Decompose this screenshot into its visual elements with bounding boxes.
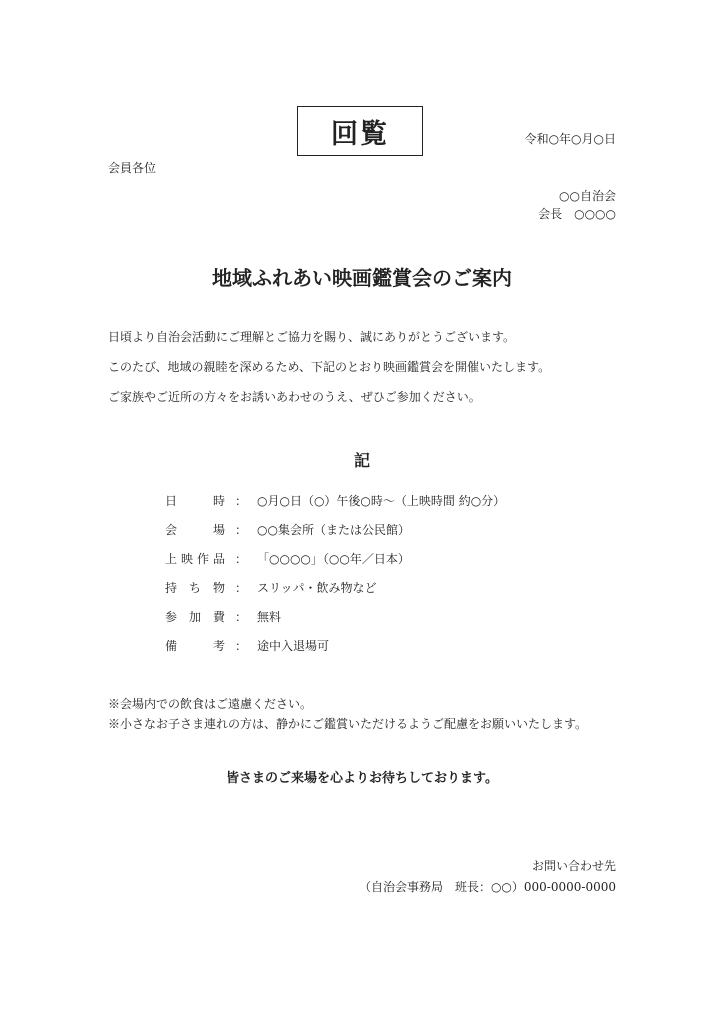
- recipient: 会員各位: [108, 161, 157, 175]
- document-title: 地域ふれあい映画鑑賞会のご案内: [212, 266, 512, 290]
- sender-person: 会長 ○○○○: [538, 207, 616, 221]
- detail-label: 持ち物: [165, 581, 225, 595]
- detail-value: 「○○○○」（○○年／日本）: [257, 552, 410, 566]
- detail-label: 日時: [165, 494, 225, 508]
- circulation-stamp-label: 回覧: [331, 118, 389, 150]
- detail-row-date: [165, 492, 505, 521]
- detail-row-film: [165, 550, 505, 579]
- detail-colon: ：: [234, 494, 247, 508]
- ki-heading: 記: [353, 451, 370, 470]
- contact-detail: （自治会事務局 班長：○○）000-0000-0000: [358, 880, 616, 894]
- issue-date: 令和○年○月○日: [524, 132, 616, 146]
- detail-label: 備考: [165, 639, 225, 653]
- note-line: ※小さなお子さま連れの方は、静かにご鑑賞いただけるようご配慮をお願いいたします。: [108, 717, 588, 731]
- body-line: 日頃より自治会活動にご理解とご協力を賜り、誠にありがとうございます。: [108, 330, 516, 344]
- body-line: ご家族やご近所の方々をお誘いあわせのうえ、ぜひご参加ください。: [108, 390, 481, 404]
- detail-value: 途中入退場可: [257, 639, 330, 653]
- detail-label: 参加費: [165, 610, 225, 624]
- detail-value: ○月○日（○）午後○時～（上映時間 約○分）: [257, 494, 506, 508]
- note-line: ※会場内での飲食はご遠慮ください。: [108, 697, 313, 711]
- event-details: [165, 492, 505, 666]
- detail-colon: ：: [234, 523, 247, 537]
- circulation-stamp: [297, 106, 423, 156]
- detail-row-remarks: [165, 637, 505, 666]
- detail-label: 会場: [165, 523, 225, 537]
- detail-value: ○○集会所（または公民館）: [257, 523, 410, 537]
- detail-row-fee: [165, 608, 505, 637]
- notes: [108, 694, 587, 734]
- body-paragraphs: [108, 322, 550, 412]
- contact-block: [359, 856, 616, 898]
- detail-colon: ：: [234, 639, 247, 653]
- closing-message: 皆さまのご来場を心よりお待ちしております。: [226, 771, 498, 786]
- sender-organization: ○○自治会: [559, 189, 616, 203]
- detail-colon: ：: [234, 581, 247, 595]
- detail-value: 無料: [257, 610, 282, 624]
- detail-label: 上映作品: [165, 552, 225, 566]
- detail-value: スリッパ・飲み物など: [257, 581, 377, 595]
- sender-block: [538, 187, 616, 223]
- contact-heading: お問い合わせ先: [531, 859, 616, 873]
- detail-colon: ：: [234, 610, 247, 624]
- detail-row-belongings: [165, 579, 505, 608]
- detail-row-venue: [165, 521, 505, 550]
- body-line: このたび、地域の親睦を深めるため、下記のとおり映画鑑賞会を開催いたします。: [108, 360, 551, 374]
- detail-colon: ：: [234, 552, 247, 566]
